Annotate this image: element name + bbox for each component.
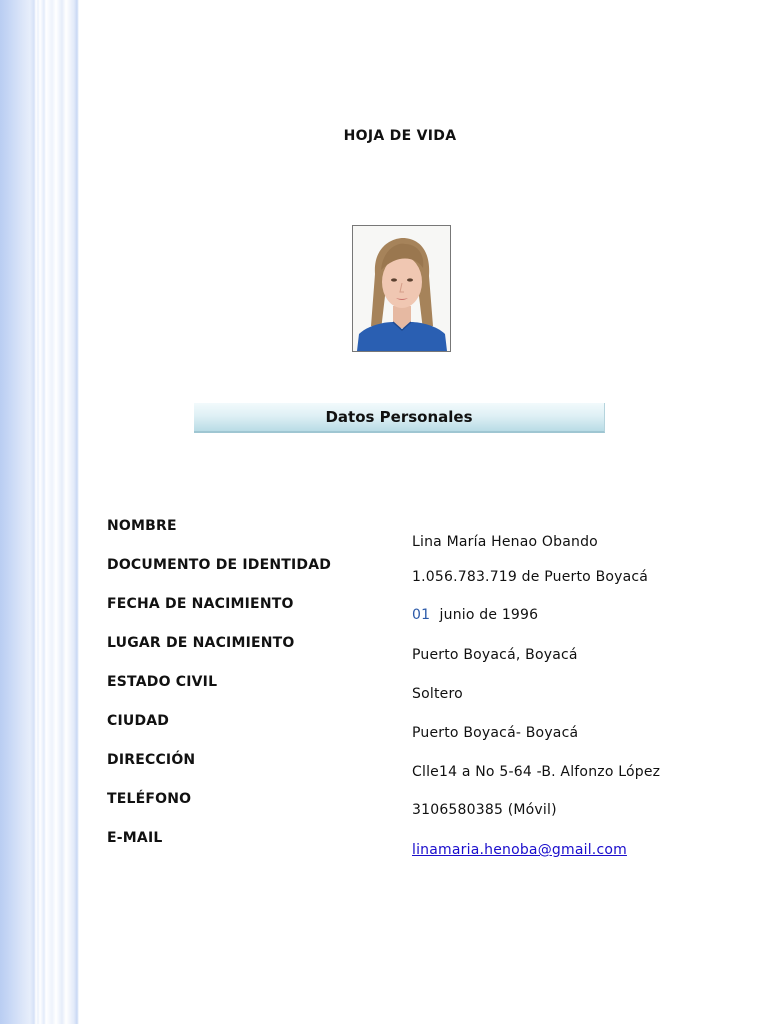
label-nombre: NOMBRE <box>107 518 177 534</box>
value-estado-civil: Soltero <box>412 686 463 702</box>
value-email <box>412 842 627 858</box>
label-email: E-MAIL <box>107 830 163 846</box>
page-title: HOJA DE VIDA <box>343 128 457 144</box>
label-lugar-nacimiento: LUGAR DE NACIMIENTO <box>107 635 295 651</box>
value-fecha-nacimiento <box>412 607 538 623</box>
section-header-datos-personales: Datos Personales <box>194 403 605 433</box>
value-fecha-dia: 01 <box>412 607 431 623</box>
email-link[interactable]: linamaria.henoba@gmail.com <box>412 842 627 858</box>
label-direccion: DIRECCIÓN <box>107 752 196 768</box>
value-fecha-mes-anio: junio de 1996 <box>439 607 539 623</box>
value-ciudad: Puerto Boyacá- Boyacá <box>412 725 579 741</box>
profile-photo <box>352 225 451 352</box>
label-documento: DOCUMENTO DE IDENTIDAD <box>107 557 332 573</box>
value-documento: 1.056.783.719 de Puerto Boyacá <box>412 569 649 585</box>
value-direccion: Clle14 a No 5-64 -B. Alfonzo López <box>412 764 661 780</box>
value-telefono: 3106580385 (Móvil) <box>412 802 557 818</box>
label-fecha-nacimiento: FECHA DE NACIMIENTO <box>107 596 294 612</box>
label-estado-civil: ESTADO CIVIL <box>107 674 218 690</box>
label-ciudad: CIUDAD <box>107 713 170 729</box>
value-lugar-nacimiento: Puerto Boyacá, Boyacá <box>412 647 578 663</box>
decorative-left-border <box>0 0 80 1024</box>
label-telefono: TELÉFONO <box>107 791 192 807</box>
value-nombre: Lina María Henao Obando <box>412 534 598 550</box>
